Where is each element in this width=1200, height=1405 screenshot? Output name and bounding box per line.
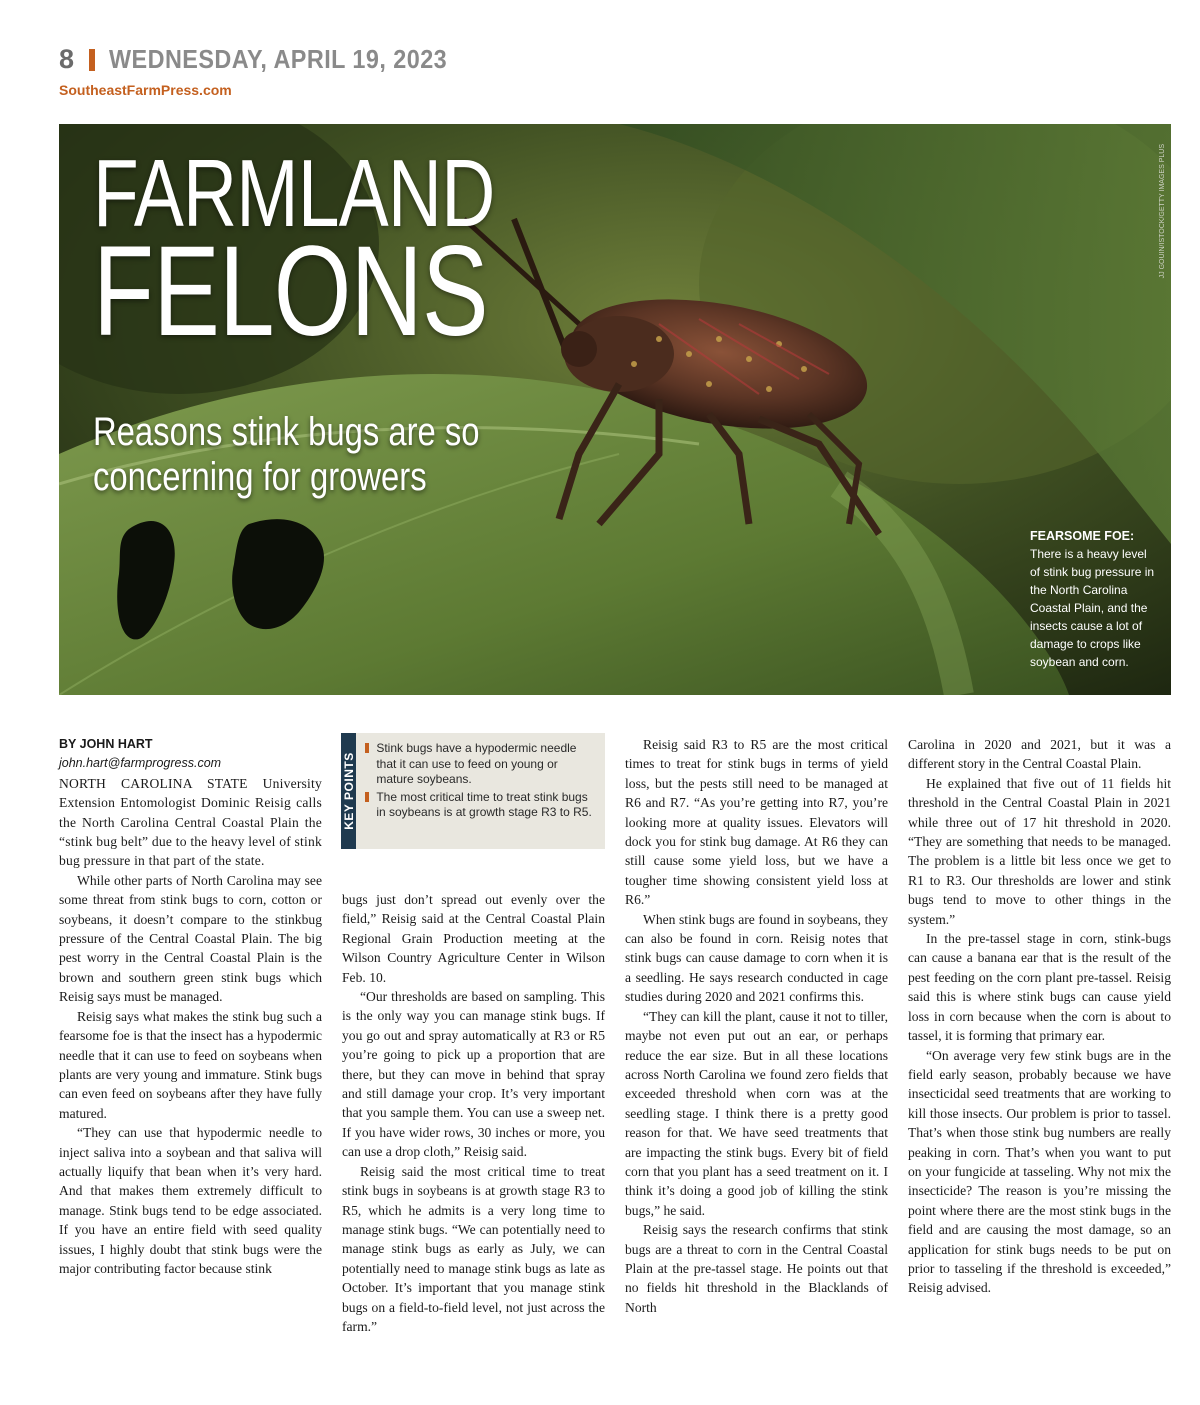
- article-column-4: [908, 735, 1171, 1298]
- paragraph: Carolina in 2020 and 2021, but it was a different story in the Central Coastal Plain.: [908, 737, 1171, 772]
- key-point-item: [365, 790, 595, 821]
- bullet-icon: [365, 743, 369, 753]
- paragraph: “They can kill the plant, cause it not to tiller, maybe not even put out an ear, or perhaps reduce the ear size. But in all these locations across North Carolina we found zero fields that exceeded threshold when corn was at the seedling stage. I think there is a pretty good reason for that. We have seed treatments that are impacting the stink bugs. Every bit of field corn that you plant has a seed treatment on it. I think it’s doing a good job of killing the stink bugs,” he said.: [625, 1008, 888, 1218]
- paragraph: Reisig said R3 to R5 are the most critical times to treat for stink bugs in terms of yield loss, but the pests still need to be managed at R6 and R7. “As you’re getting into R7, you’re looking more at quality issues. Elevators will dock you for stink bug damage. At R6 they can still cause some yield loss, but we have a tougher time showing consistent yield loss at R6.”: [625, 737, 888, 908]
- site-url[interactable]: SoutheastFarmPress.com: [59, 82, 232, 98]
- paragraph: While other parts of North Carolina may see some threat from stink bugs to corn, cotton or soybeans, it doesn’t compare to the stinkbug pressure of the Central Coastal Plain. The big pest worry in the Central Coastal Plain is the brown and southern green stink bugs which Reisig says must be managed.: [59, 872, 322, 1005]
- paragraph: When stink bugs are found in soybeans, they can also be found in corn. Reisig notes that stink bugs can cause damage to corn when it is a seedling. He says research conducted in cage studies during 2020 and 2021 confirms this.: [625, 911, 888, 1005]
- hero-photo: [59, 124, 1171, 695]
- key-points-label-tab: [341, 733, 356, 849]
- paragraph: Reisig said the most critical time to treat stink bugs in soybeans is at growth stage R3 to R5, which he admits is a very long time to manage stink bugs. “We can potentially need to manage stink bugs as early as July, we can potentially need to manage stink bugs as late as October. It’s important that you manage stink bugs on a field-to-field level, not just across the farm.”: [342, 1163, 605, 1334]
- paragraph: Reisig says the research confirms that stink bugs are a threat to corn in the Central Coastal Plain at the pre-tassel stage. He points out that no fields hit threshold in the Blacklands of North: [625, 1222, 888, 1315]
- key-point-text: Stink bugs have a hypodermic needle that it can use to feed on young or mature soybeans.: [376, 741, 577, 786]
- key-point-item: [365, 741, 595, 788]
- article-column-3: [625, 735, 888, 1317]
- paragraph: He explained that five out of 11 fields hit threshold in the Central Coastal Plain in 2021 while three out of 17 hit threshold in 2020. “They are something that needs to be managed. The problem is a little bit less once we get to R1 to R3. Our thresholds are lower and stink bugs tend to move to other things in the system.”: [908, 775, 1171, 927]
- page-number: 8: [59, 44, 75, 74]
- paragraph: “Our thresholds are based on sampling. This is the only way you can manage stink bugs. If you go out and spray automatically at R3 or R5 you’re going to pick up a proportion that are there, but they can move in behind that spray and still damage your crop. It’s very important that you sample them. You can use a sweep net. If you have wider rows, 30 inches or more, you can use a drop cloth,” Reisig said.: [342, 989, 605, 1160]
- issue-date: WEDNESDAY, APRIL 19, 2023: [108, 44, 447, 74]
- headline-line-1: FARMLAND: [93, 140, 495, 247]
- bullet-icon: [365, 792, 369, 802]
- paragraph: bugs just don’t spread out evenly over the field,” Reisig said at the Central Coastal Plain Regional Grain Production meeting at the Wilson Country Agriculture Center in Wilson Feb. 10.: [342, 892, 605, 985]
- author-email[interactable]: john.hart@farmprogress.com: [59, 756, 222, 771]
- headline-line-2: FELONS: [93, 220, 488, 364]
- caption-text: There is a heavy level of stink bug pressure in the North Carolina Coastal Plain, and the insects cause a lot of damage to crops like soybean and corn.: [1030, 547, 1155, 669]
- photo-credit: JJ GOUIN/ISTOCK/GETTY IMAGES PLUS: [1159, 144, 1166, 279]
- article-column-2: [342, 890, 605, 1336]
- masthead-divider: [89, 49, 95, 71]
- masthead: [59, 44, 484, 75]
- key-points-box: [341, 733, 605, 849]
- article-column-1: [59, 735, 322, 1278]
- paragraph: Reisig says what makes the stink bug such a fearsome foe is that the insect has a hypodermic needle that it can use to feed on soybeans when plants are very young and immature. Stink bugs can even feed on soybeans after they have fully matured.: [59, 1008, 322, 1121]
- paragraph: “On average very few stink bugs are in the field early season, probably because we have insecticidal seed treatments that are working to kill those insects. Our problem is prior to tassel. That’s when those stink bug numbers are really peaking in corn. That’s when you want to put on your fungicide at tasseling. Why not mix the insecticide? The reason is you’re missing the point where there are the most stink bugs in the field and are causing the most damage, so an application for stink bugs needs to be put on prior to tasseling if the threshold is exceeded,” Reisig advised.: [908, 1047, 1171, 1296]
- key-point-text: The most critical time to treat stink bugs in soybeans is at growth stage R3 to R5.: [376, 789, 592, 819]
- caption-title: FEARSOME FOE:: [1030, 529, 1135, 543]
- byline: BY JOHN HART: [59, 737, 153, 751]
- key-points-list: [356, 733, 605, 849]
- paragraph: In the pre-tassel stage in corn, stink-bugs can cause a banana ear that is the result of the pest feeding on the corn plant pre-tassel. Reisig said this is where stink bugs can cause yield loss in corn because when the corn is about to tassel, it is forming that primary ear.: [908, 931, 1171, 1044]
- key-points-label: KEY POINTS: [341, 752, 356, 830]
- paragraph: “They can use that hypodermic needle to inject saliva into a soybean and that saliva will actually liquify that bean when it’s very hard. And that makes them extremely difficult to manage. Stink bugs tend to be edge associated. If you have an entire field with seed quality issues, I highly doubt that stink bugs were the major contributing factor because stink: [59, 1125, 322, 1276]
- paragraph: NORTH CAROLINA STATE University Extension Entomologist Dominic Reisig calls the North Carolina Central Coastal Plain the “stink bug belt” due to the heavy level of stink bug pressure in that part of the state.: [59, 775, 322, 869]
- subheadline: Reasons stink bugs are so concerning for growers: [93, 410, 480, 499]
- headline: [93, 140, 608, 364]
